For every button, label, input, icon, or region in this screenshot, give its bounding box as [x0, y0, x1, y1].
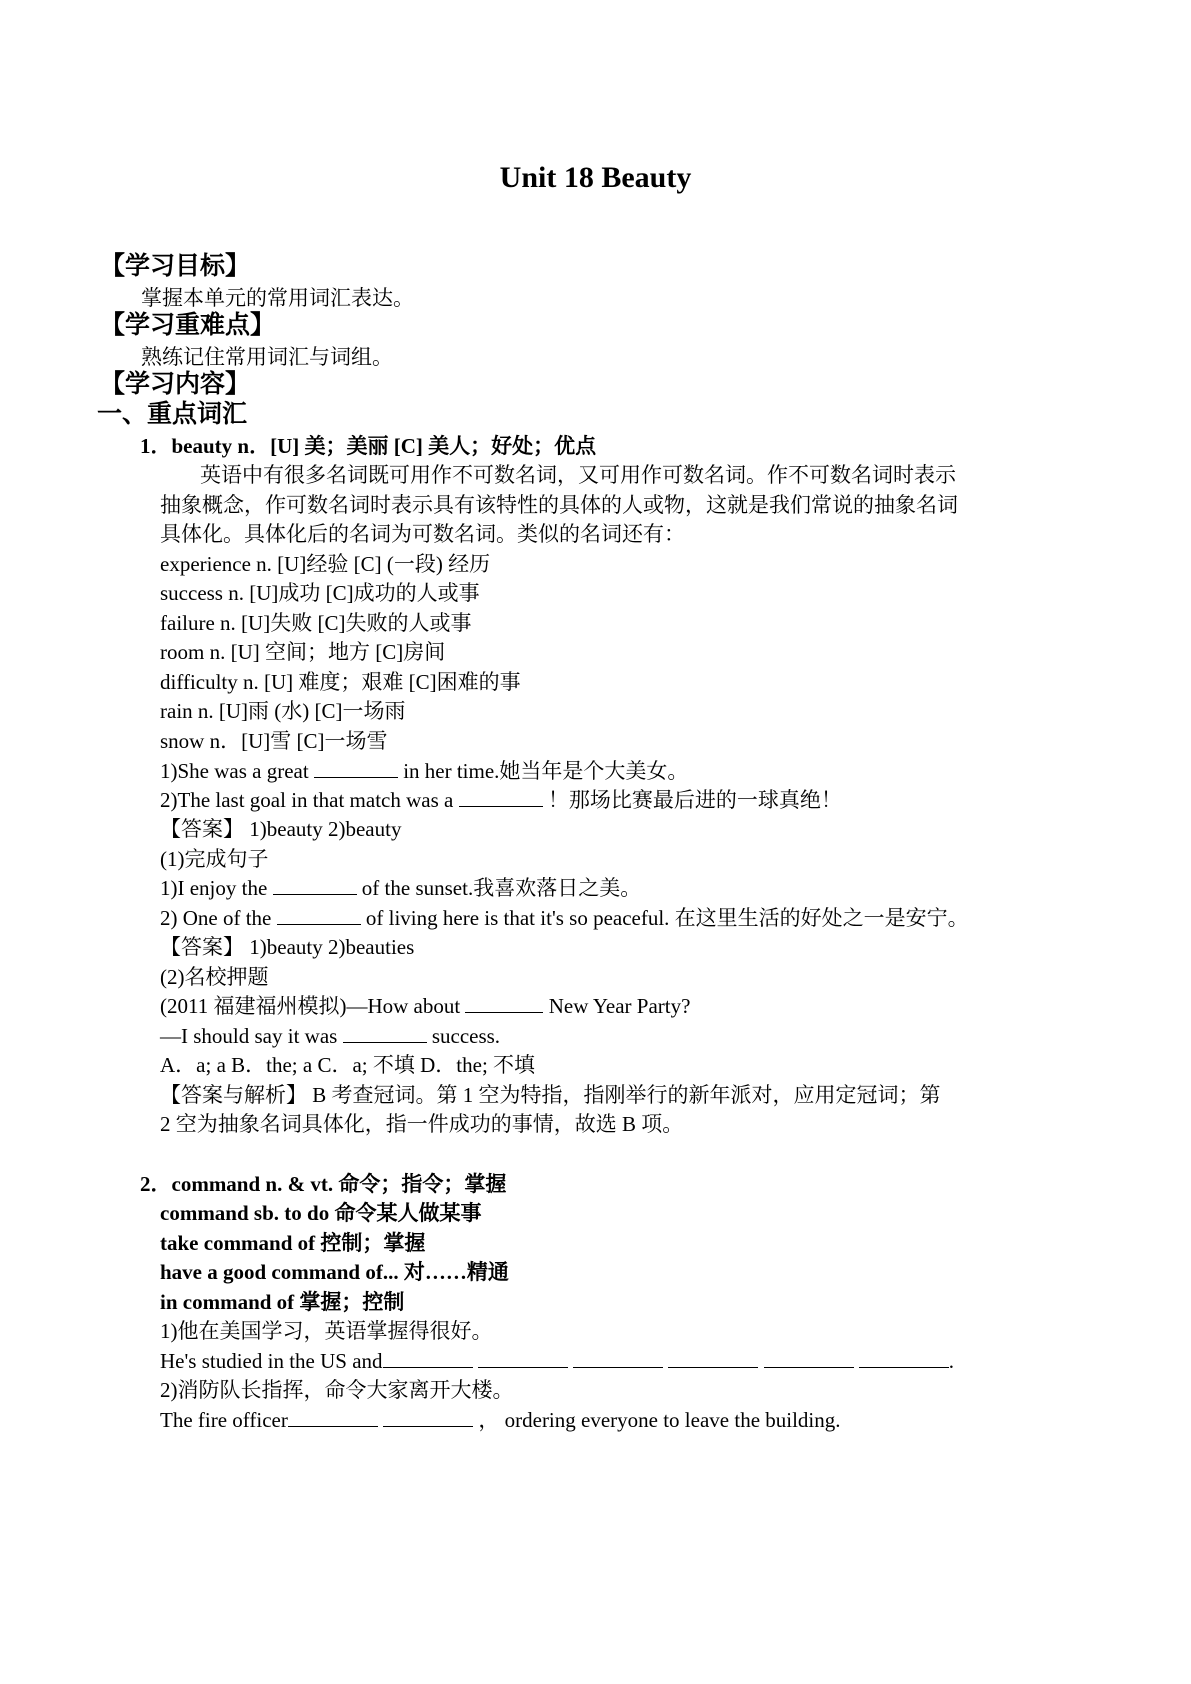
fill-blank[interactable] [668, 1349, 758, 1368]
fill-blank[interactable] [314, 759, 398, 778]
exercise-sentence [160, 1406, 841, 1434]
fill-blank[interactable] [859, 1349, 949, 1368]
noun-example: snow n．[U]雪 [C]一场雪 [160, 729, 388, 753]
translation-prompt: 2)消防队长指挥，命令大家离开大楼。 [160, 1378, 514, 1402]
item1-para-line2: 抽象概念，作可数名词时表示具有该特性的具体的人或物，这就是我们常说的抽象名词 [160, 493, 958, 517]
content-heading: 【学习内容】 [100, 371, 251, 398]
translation-prompt: 1)他在美国学习，英语掌握得很好。 [160, 1319, 493, 1343]
question-line [160, 992, 690, 1020]
fill-blank[interactable] [573, 1349, 663, 1368]
exercise-text: 2) One of the [160, 906, 272, 930]
vocab-heading: 一、重点词汇 [97, 401, 248, 428]
fill-blank[interactable] [383, 1349, 473, 1368]
fill-blank[interactable] [383, 1408, 473, 1427]
exercise-sentence [160, 1347, 954, 1375]
phrase-line: command sb. to do 命令某人做某事 [160, 1201, 482, 1225]
exercise-sentence [160, 904, 969, 932]
question-line [160, 1022, 500, 1050]
question-text: success. [431, 1024, 501, 1048]
noun-example: success n. [U]成功 [C]成功的人或事 [160, 581, 480, 605]
exercise-text: The fire officer [160, 1408, 288, 1432]
answer-options: A．a; a B．the; a C．a; 不填 D．the; 不填 [160, 1053, 536, 1077]
item1-heading: 1．beauty n．[U] 美；美丽 [C] 美人；好处；优点 [140, 434, 597, 458]
item1-para-line1: 英语中有很多名词既可用作不可数名词，又可用作可数名词。作不可数名词时表示 [200, 463, 956, 487]
exercise-text: of living here is that it's so peaceful. 在这里生活的好处之一是安宁。 [365, 906, 969, 930]
item1-para-line3: 具体化。具体化后的名词为可数名词。类似的名词还有： [160, 522, 685, 546]
fill-blank[interactable] [478, 1349, 568, 1368]
item2-heading: 2．command n. & vt. 命令；指令；掌握 [140, 1172, 507, 1196]
exercise-text: . [948, 1349, 955, 1373]
noun-example: room n. [U] 空间；地方 [C]房间 [160, 640, 446, 664]
subsection-label: (1)完成句子 [160, 847, 269, 871]
noun-example: difficulty n. [U] 难度；艰难 [C]困难的事 [160, 670, 521, 694]
key-text: 熟练记住常用词汇与词组。 [141, 345, 393, 369]
fill-blank[interactable] [465, 994, 543, 1013]
exercise-text: 2)The last goal in that match was a [160, 788, 454, 812]
noun-example: failure n. [U]失败 [C]失败的人或事 [160, 611, 472, 635]
exercise-text: 1)She was a great [160, 759, 309, 783]
exercise-text: ！那场比赛最后进的一球真绝！ [547, 788, 842, 812]
fill-blank[interactable] [273, 876, 357, 895]
exercise-sentence [160, 786, 842, 814]
exercise-text: of the sunset.我喜欢落日之美。 [361, 876, 642, 900]
fill-blank[interactable] [459, 788, 543, 807]
page-title: Unit 18 Beauty [499, 161, 692, 194]
answer-line: 【答案】 1)beauty 2)beauty [160, 817, 402, 841]
fill-blank[interactable] [343, 1024, 427, 1043]
exercise-text: ， ordering everyone to leave the building. [478, 1408, 841, 1432]
question-text: (2011 福建福州模拟)—How about [160, 994, 461, 1018]
exercise-sentence [160, 757, 688, 785]
subsection-label: (2)名校押题 [160, 965, 269, 989]
question-text: —I should say it was [160, 1024, 338, 1048]
goal-text: 掌握本单元的常用词汇表达。 [141, 286, 414, 310]
explanation-line: 2 空为抽象名词具体化，指一件成功的事情，故选 B 项。 [160, 1112, 684, 1136]
answer-line: 【答案】 1)beauty 2)beauties [160, 935, 415, 959]
exercise-text: in her time.她当年是个大美女。 [403, 759, 689, 783]
key-heading: 【学习重难点】 [100, 312, 276, 339]
phrase-line: have a good command of... 对……精通 [160, 1260, 509, 1284]
fill-blank[interactable] [277, 906, 361, 925]
noun-example: experience n. [U]经验 [C] (一段) 经历 [160, 552, 491, 576]
exercise-sentence [160, 874, 641, 902]
exercise-text: He's studied in the US and [160, 1349, 383, 1373]
explanation-line: 【答案与解析】 B 考查冠词。第 1 空为特指，指刚举行的新年派对，应用定冠词；第 [160, 1083, 941, 1107]
fill-blank[interactable] [288, 1408, 378, 1427]
question-text: New Year Party? [548, 994, 691, 1018]
phrase-line: in command of 掌握；控制 [160, 1290, 405, 1314]
fill-blank[interactable] [764, 1349, 854, 1368]
goal-heading: 【学习目标】 [100, 253, 251, 280]
phrase-line: take command of 控制；掌握 [160, 1231, 426, 1255]
exercise-text: 1)I enjoy the [160, 876, 268, 900]
noun-example: rain n. [U]雨 (水) [C]一场雨 [160, 699, 406, 723]
